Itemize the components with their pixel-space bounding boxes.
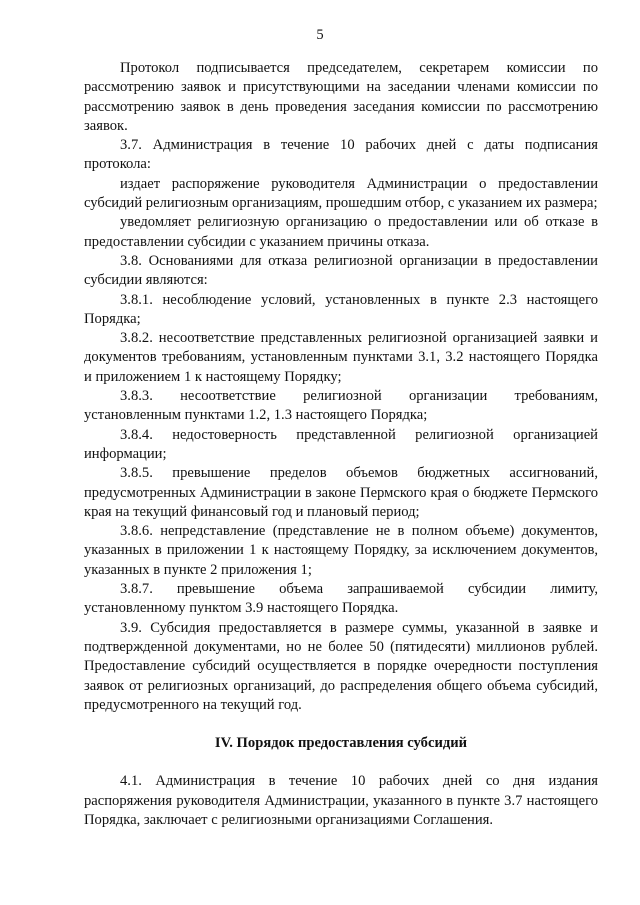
paragraph-3-9: 3.9. Субсидия предоставляется в размере суммы, указанной в заявке и подтвержденной документами, но не более 50 (пятидесяти) миллионов рублей. Предоставление субсидий осуществляется в порядке очередности поступления заявок от религиозных организаций, до распределения общего объема субсидий, предусмотренного на текущий год. [84, 619, 598, 713]
paragraph-3-8-2: 3.8.2. несоответствие представленных религиозной организацией заявки и документов требованиям, установленным пунктами 3.1, 3.2 настоящего Порядка и приложением 1 к настоящему Порядку; [84, 330, 598, 385]
section-heading: IV. Порядок предоставления субсидий [214, 735, 468, 752]
paragraph-3-7-notify: уведомляет религиозную организацию о предоставлении или об отказе в предоставлении субсидии с указанием причины отказа. [84, 214, 598, 250]
paragraph-3-8-7: 3.8.7. превышение объема запрашиваемой субсидии лимиту, установленному пунктом 3.9 настоящего Порядка. [84, 581, 598, 617]
document-body [84, 59, 598, 830]
paragraph-protocol-signing: Протокол подписывается председателем, секретарем комиссии по рассмотрению заявок и присутствующими на заседании членами комиссии по рассмотрению заявок в день проведения заседания комиссии по рассмотрению заявок. [84, 60, 598, 134]
paragraph-3-8-5: 3.8.5. превышение пределов объемов бюджетных ассигнований, предусмотренных Администрации в законе Пермского края о бюджете Пермского края на текущий финансовый год и плановый период; [84, 465, 598, 520]
paragraph-3-8-1: 3.8.1. несоблюдение условий, установленных в пункте 2.3 настоящего Порядка; [84, 291, 598, 327]
page-number: 5 [316, 27, 324, 43]
paragraph-3-8-6: 3.8.6. непредставление (представление не в полном объеме) документов, указанных в приложении 1 к настоящему Порядку, за исключением документов, указанных в пункте 2 приложения 1; [84, 523, 598, 578]
paragraph-3-7: 3.7. Администрация в течение 10 рабочих дней с даты подписания протокола: [84, 137, 598, 173]
paragraph-3-7-order: издает распоряжение руководителя Администрации о предоставлении субсидий религиозным организациям, прошедшим отбор, с указанием их размера; [84, 175, 598, 212]
paragraph-4-1: 4.1. Администрация в течение 10 рабочих дней со дня издания распоряжения руководителя Администрации, указанного в пункте 3.7 настоящего Порядка, заключает с религиозными организациями Соглашения. [84, 773, 598, 828]
paragraph-3-8: 3.8. Основаниями для отказа религиозной организации в предоставлении субсидии являются: [84, 252, 598, 289]
paragraph-3-8-4: 3.8.4. недостоверность представленной религиозной организацией информации; [84, 426, 598, 462]
paragraph-3-8-3: 3.8.3. несоответствие религиозной организации требованиям, установленным пунктами 1.2, 1.3 настоящего Порядка; [84, 388, 598, 424]
